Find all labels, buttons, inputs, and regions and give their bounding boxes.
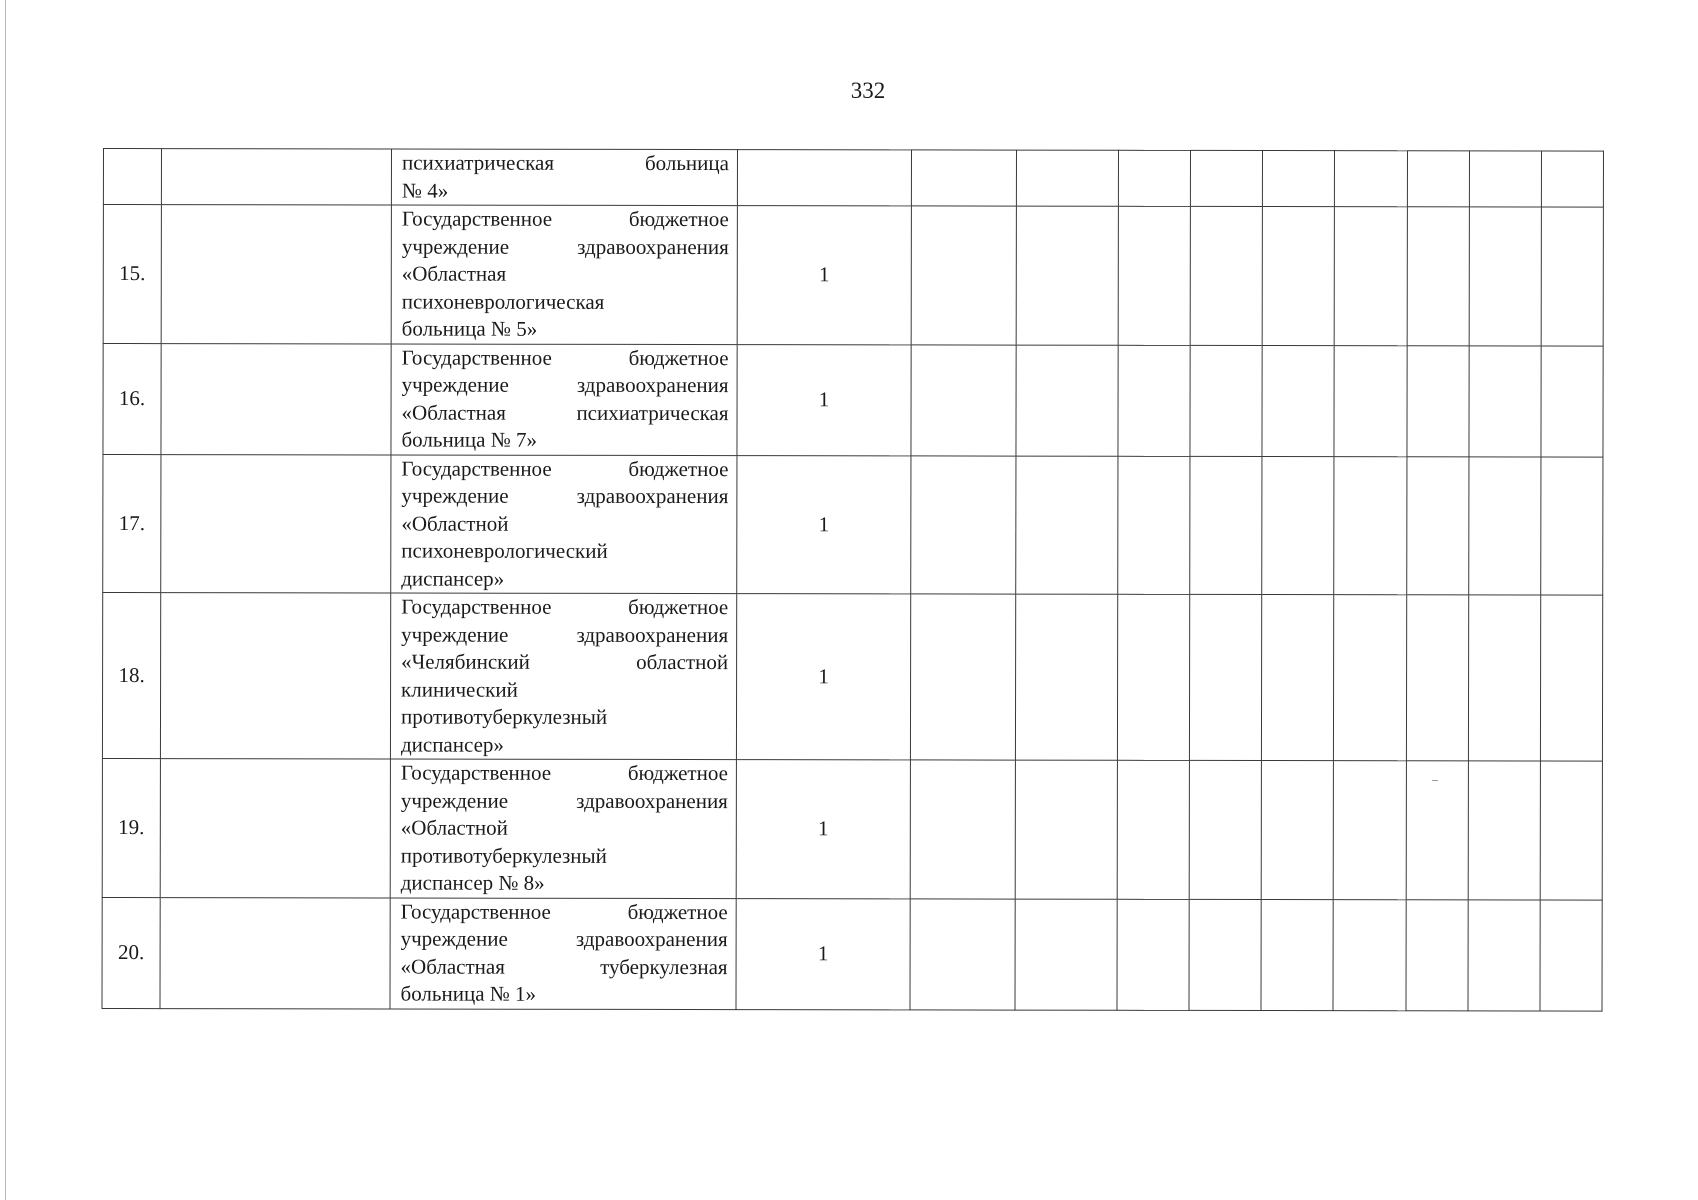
empty-cell <box>1117 899 1189 1010</box>
institution-name-line: Государственное бюджетное <box>401 456 729 481</box>
empty-cell <box>1469 345 1541 456</box>
institution-name-cell <box>390 593 736 760</box>
institution-name-line: больница № 7» <box>401 427 538 452</box>
empty-cell <box>1406 595 1468 761</box>
institution-name-line: больница № 5» <box>401 316 538 341</box>
empty-cell <box>1469 456 1541 595</box>
empty-cell <box>911 206 1016 345</box>
scan-edge-line <box>5 0 6 1200</box>
empty-cell <box>1540 761 1602 900</box>
empty-cell <box>1190 345 1262 456</box>
institution-name-line: «Областной <box>400 815 508 840</box>
empty-cell <box>1118 150 1190 206</box>
empty-cell <box>1118 206 1190 345</box>
blank-cell <box>161 343 391 454</box>
empty-cell <box>1261 595 1333 761</box>
table-row <box>103 454 1603 595</box>
institution-name-cell <box>391 149 737 206</box>
institution-name-line: учреждение здравоохранения <box>401 372 729 398</box>
empty-cell <box>1541 346 1603 457</box>
empty-cell <box>1261 899 1333 1010</box>
empty-cell <box>1117 594 1189 760</box>
empty-cell <box>1117 760 1189 899</box>
quantity-cell: 1 <box>736 594 910 760</box>
institution-name-line: Государственное бюджетное <box>401 206 729 232</box>
row-number-cell: 20. <box>102 897 160 1008</box>
institution-name-cell <box>390 898 736 1010</box>
table-row <box>103 205 1603 346</box>
empty-cell <box>1468 595 1540 761</box>
blank-cell <box>160 897 390 1008</box>
table-row <box>103 343 1603 457</box>
row-number-cell: 18. <box>102 593 160 759</box>
empty-cell <box>1262 456 1334 595</box>
table-row <box>102 758 1602 899</box>
blank-cell <box>160 593 390 759</box>
row-number-cell <box>103 149 161 205</box>
institution-name-line: диспансер № 8» <box>400 870 545 895</box>
empty-cell <box>1118 345 1190 456</box>
institution-name-line: противотуберкулезный <box>400 843 607 868</box>
empty-cell <box>1468 761 1540 900</box>
institution-name-line: «Областная психиатрическая <box>401 400 729 425</box>
empty-cell <box>1469 207 1541 346</box>
empty-cell <box>1407 456 1469 595</box>
empty-cell <box>1190 206 1262 345</box>
empty-cell <box>1333 595 1406 761</box>
empty-cell <box>1262 207 1334 346</box>
empty-cell <box>911 455 1016 594</box>
institution-name-line: психоневрологическая <box>401 289 605 314</box>
empty-cell <box>1189 594 1261 760</box>
quantity-cell: 1 <box>736 898 910 1009</box>
empty-cell <box>1262 345 1334 456</box>
institution-name-cell <box>391 455 737 594</box>
institution-name-line: «Областная <box>401 261 507 286</box>
quantity-cell: 1 <box>736 760 910 899</box>
empty-cell <box>1015 594 1117 760</box>
institution-name-line: Государственное бюджетное <box>400 760 728 786</box>
institution-name-line: психоневрологический <box>401 538 608 563</box>
empty-cell <box>1406 899 1468 1010</box>
row-number-cell: 19. <box>102 758 160 897</box>
empty-cell <box>1541 207 1603 346</box>
institution-name-line: «Челябинский областной <box>401 649 729 675</box>
empty-cell <box>1407 207 1469 346</box>
empty-cell <box>1333 761 1406 900</box>
institution-name-line: № 4» <box>401 178 449 203</box>
empty-cell <box>1118 456 1190 595</box>
institution-name-line: «Областной <box>401 511 509 536</box>
empty-cell <box>1333 899 1406 1010</box>
institution-name-cell <box>391 344 737 456</box>
institution-name-line: диспансер» <box>401 566 505 591</box>
empty-cell <box>1334 456 1407 595</box>
empty-cell <box>910 594 1015 760</box>
page-number: 332 <box>850 78 886 103</box>
institutions-table <box>101 148 1603 1011</box>
empty-cell <box>1541 151 1603 207</box>
institution-name-line: больница № 1» <box>400 981 537 1006</box>
institution-name-line: психиатрическая больница <box>401 150 729 176</box>
blank-cell <box>161 454 391 593</box>
quantity-cell <box>737 150 911 206</box>
empty-cell <box>1015 899 1117 1010</box>
institution-name-line: Государственное бюджетное <box>401 345 729 370</box>
empty-cell <box>1015 760 1117 899</box>
empty-cell <box>1262 151 1334 207</box>
institution-name-line: учреждение здравоохранения <box>400 788 728 813</box>
empty-cell <box>1190 150 1262 206</box>
empty-cell <box>1541 457 1603 596</box>
empty-cell <box>1469 151 1541 207</box>
empty-cell <box>910 898 1015 1009</box>
institution-name-line: клинический <box>401 677 518 702</box>
institution-name-line: «Областная туберкулезная <box>400 954 728 979</box>
institution-name-line: учреждение здравоохранения <box>401 622 729 647</box>
empty-cell <box>911 344 1016 455</box>
quantity-cell: 1 <box>737 206 911 345</box>
table-row <box>103 149 1603 208</box>
empty-cell <box>1016 456 1118 595</box>
institution-name-line: Государственное бюджетное <box>400 899 728 924</box>
empty-cell <box>1468 899 1540 1010</box>
blank-cell <box>161 205 391 344</box>
institution-name-cell <box>390 759 736 898</box>
empty-cell <box>1016 206 1118 345</box>
empty-cell <box>1189 899 1261 1010</box>
institution-name-line: учреждение здравоохранения <box>401 483 729 509</box>
empty-cell <box>1016 150 1118 206</box>
row-number-cell: 16. <box>103 343 161 454</box>
empty-cell <box>1407 345 1469 456</box>
empty-cell <box>1189 760 1261 899</box>
empty-cell <box>1261 761 1333 900</box>
empty-cell <box>1407 151 1469 207</box>
empty-cell <box>1190 456 1262 595</box>
scan-speck <box>1432 780 1438 781</box>
institution-name-cell <box>391 205 737 344</box>
quantity-cell: 1 <box>737 455 911 594</box>
blank-cell <box>160 759 390 898</box>
empty-cell <box>910 760 1015 899</box>
empty-cell <box>1334 151 1407 207</box>
empty-cell <box>911 150 1016 206</box>
empty-cell <box>1540 900 1602 1011</box>
empty-cell <box>1540 595 1602 761</box>
institution-name-line: учреждение здравоохранения <box>400 926 728 952</box>
empty-cell <box>1334 207 1407 346</box>
institution-name-line: Государственное бюджетное <box>401 594 729 620</box>
institution-name-line: учреждение здравоохранения <box>401 234 729 259</box>
row-number-cell: 17. <box>103 454 161 593</box>
blank-cell <box>161 149 391 205</box>
table-body <box>102 149 1603 1011</box>
row-number-cell: 15. <box>103 205 161 344</box>
institution-name-line: противотуберкулезный <box>400 704 608 729</box>
table-row <box>102 897 1602 1011</box>
quantity-cell: 1 <box>737 344 911 455</box>
table-row <box>102 593 1602 762</box>
empty-cell <box>1016 345 1118 456</box>
empty-cell <box>1406 761 1468 900</box>
empty-cell <box>1334 345 1407 456</box>
institution-name-line: диспансер» <box>400 732 504 757</box>
